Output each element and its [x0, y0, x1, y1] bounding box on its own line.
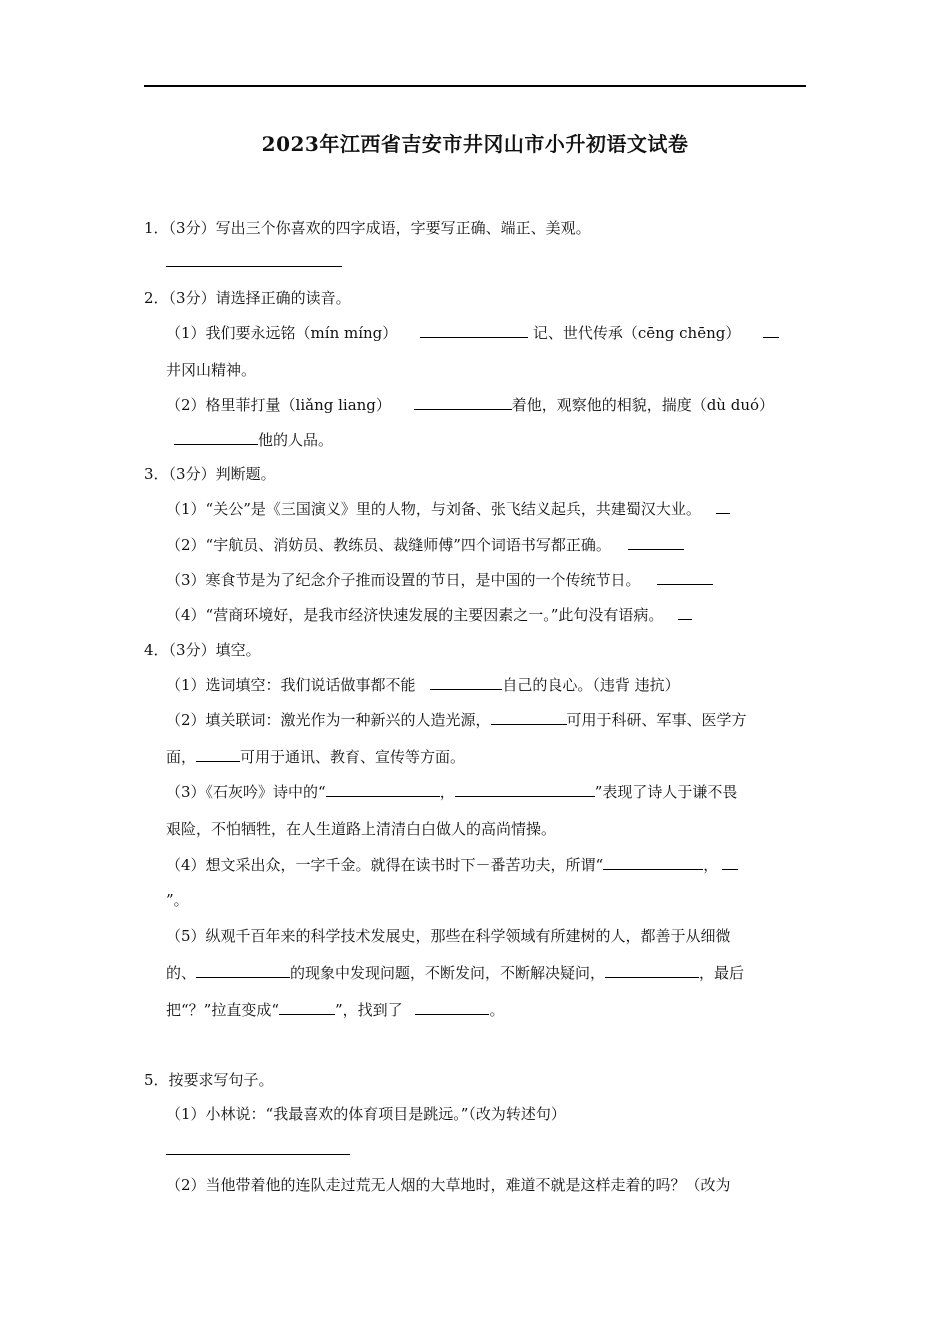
q4-item-2-text-d: 可用于通讯、教育、宣传等方面。: [240, 748, 466, 766]
q3-item-4-text: （4）“营商环境好，是我市经济快速发展的主要因素之一。”此句没有语病。: [166, 606, 664, 624]
q4-blank-5[interactable]: [455, 782, 595, 797]
q4-item-5-text-f: ”，找到了: [335, 1001, 403, 1019]
q5-item-1: （1）小林说：“我最喜欢的体育项目是跳远。”（改为转述句）: [166, 1105, 566, 1123]
q2-blank-3[interactable]: [414, 395, 512, 410]
q4-blank-10[interactable]: [279, 1000, 335, 1015]
q2-item-1-cont: 井冈山精神。: [166, 361, 257, 379]
q4-item-1-text-a: （1）选词填空：我们说话做事都不能: [166, 676, 416, 694]
q4-item-4-text-b: ，: [703, 856, 719, 874]
q2-blank-1[interactable]: [420, 323, 528, 338]
q4-item-2: [166, 710, 747, 730]
q4-item-2-text-b: 可用于科研、军事、医学方: [566, 711, 747, 729]
q2-item-2-text-a: （2）格里菲打量（liǎng liang）: [166, 396, 391, 414]
q4-item-5-text-g: 。: [489, 1001, 505, 1019]
q2-item-1-text-b: 记、世代传承（cēng chēng）: [532, 324, 741, 342]
q4-stem: 4．（3分）填空。: [144, 641, 261, 659]
q5-answer-line-1[interactable]: [166, 1140, 350, 1160]
q2-item-1: [166, 323, 779, 343]
q2-item-2-text-b: 着他，观察他的相貌，揣度（dù duó）: [511, 396, 775, 414]
q4-item-4-cont: ”。: [166, 891, 189, 909]
q4-item-3-text-a: （3）《石灰吟》诗中的“: [166, 783, 326, 801]
q4-item-3-text-b: ，: [439, 783, 455, 801]
page-title: 2023年江西省吉安市井冈山市小升初语文试卷: [261, 132, 689, 156]
q4-item-5: （5）纵观千百年来的科学技术发展史，那些在科学领域有所建树的人，都善于从细微: [166, 927, 731, 945]
q4-blank-2[interactable]: [491, 710, 567, 725]
q4-item-4-text-a: （4）想文采出众，一字千金。就得在读书时下－番苦功夫，所谓“: [166, 856, 604, 874]
q4-blank-8[interactable]: [196, 963, 290, 978]
q4-item-5-text-c: 的现象中发现问题，不断发问，不断解决疑问，: [290, 964, 606, 982]
q4-blank-3[interactable]: [196, 747, 240, 762]
q1-answer-line[interactable]: [166, 252, 342, 272]
q4-item-3-cont: 艰险，不怕牺牲，在人生道路上清清白白做人的高尚情操。: [166, 820, 557, 838]
q3-judge-blank-2[interactable]: [628, 535, 684, 550]
q4-blank-6[interactable]: [603, 855, 703, 870]
q4-item-5-cont-2: [166, 1000, 504, 1020]
q3-item-1-text: （1）“关公”是《三国演义》里的人物，与刘备、张飞结义起兵，共建蜀汉大业。: [166, 500, 701, 518]
q3-item-3-text: （3）寒食节是为了纪念介子推而设置的节日，是中国的一个传统节日。: [166, 571, 641, 589]
q2-item-2-cont: [174, 430, 333, 450]
q3-judge-blank-1[interactable]: [716, 499, 730, 514]
q4-item-5-text-d: ，最后: [699, 964, 745, 982]
q4-item-1: [166, 675, 680, 695]
q4-item-4: [166, 855, 738, 875]
q2-stem: 2．（3分）请选择正确的读音。: [144, 289, 351, 307]
q4-item-3: [166, 782, 737, 802]
q4-item-5-text-b: 的、: [166, 964, 197, 982]
q4-item-2-cont: [166, 747, 465, 767]
q2-item-1-text-a: （1）我们要永远铭（mín míng）: [166, 324, 398, 342]
q4-blank-9[interactable]: [605, 963, 699, 978]
q2-item-2-text-c: 他的人品。: [258, 431, 334, 449]
q2-blank-4[interactable]: [174, 430, 258, 445]
q3-stem: 3．（3分）判断题。: [144, 465, 276, 483]
q4-blank-7[interactable]: [722, 855, 738, 870]
q3-item-2: [166, 535, 684, 555]
q3-item-1: [166, 499, 730, 519]
q4-item-5-cont-1: [166, 963, 744, 983]
q3-item-2-text: （2）“宇航员、消妨员、教练员、裁缝师傅”四个词语书写都正确。: [166, 536, 611, 554]
q4-item-3-text-c: ”表现了诗人于谦不畏: [594, 783, 738, 801]
q4-item-2-text-a: （2）填关联词：激光作为一种新兴的人造光源，: [166, 711, 491, 729]
top-rule: [144, 85, 806, 87]
q1-stem: 1．（3分）写出三个你喜欢的四字成语，字要写正确、端正、美观。: [144, 219, 591, 237]
q4-blank-4[interactable]: [326, 782, 440, 797]
q4-item-5-text-e: 把“？”拉直变成“: [166, 1001, 280, 1019]
q5-stem: 5．按要求写句子。: [144, 1071, 274, 1089]
q3-judge-blank-3[interactable]: [657, 570, 713, 585]
q4-blank-11[interactable]: [415, 1000, 489, 1015]
q3-item-4: [166, 605, 692, 625]
q4-item-2-text-c: 面，: [166, 748, 197, 766]
q4-item-1-text-b: 自己的良心。（违背 违抗）: [502, 676, 680, 694]
q2-item-2: [166, 395, 774, 415]
q4-blank-1[interactable]: [430, 675, 502, 690]
q3-item-3: [166, 570, 713, 590]
q5-item-2: （2）当他带着他的连队走过荒无人烟的大草地时，难道不就是这样走着的吗？（改为: [166, 1176, 731, 1194]
q2-blank-2[interactable]: [763, 323, 779, 338]
q3-judge-blank-4[interactable]: [678, 605, 692, 620]
